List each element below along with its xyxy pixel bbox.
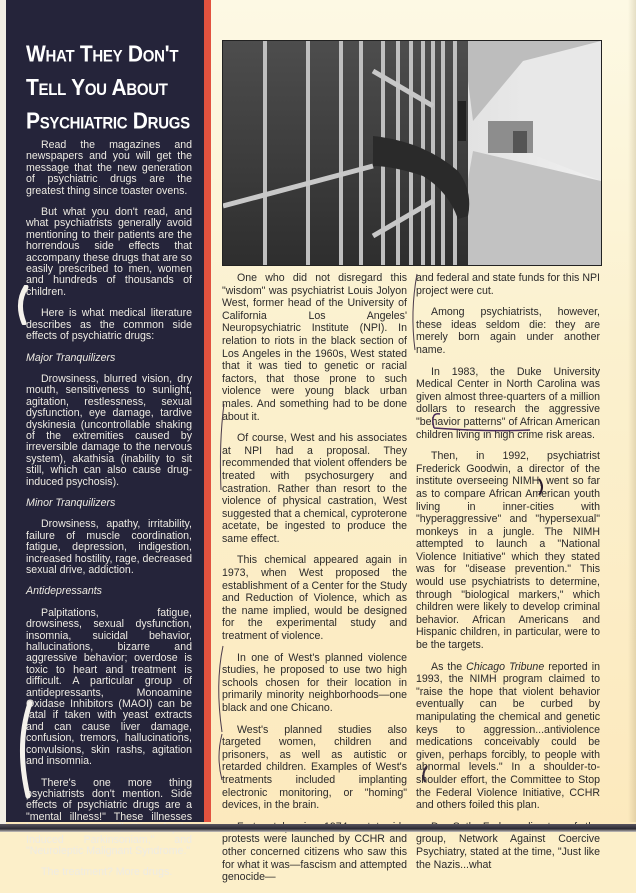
article-paragraph: Then, in 1992, psychiatrist Frederick Goodwin, a director of the institute overseeing NIMH, went so far as to compare African American youth living in inner-cities with "hyperaggressive" and "hypersexual" monkeys in a jungle. The NIMH attempted to launch a "National Violence Initiative" which they stated was for "disease prevention." This would use psychiatrists to determine, through "biological markers," which children were likely to develop criminal behavior. African Americans and Hispanic children, in particular, were to be the targets. bbox=[416, 450, 600, 652]
page-bottom-edge bbox=[0, 824, 636, 832]
title-line-3: Psychiatric Drugs bbox=[26, 108, 190, 135]
article-paragraph: In one of West's planned violence studies, he proposed to use two high schools chosen for their location in primarily minority neighborhoods—one black and one Chicano. bbox=[222, 651, 407, 714]
section-heading-major-tranquilizers: Major Tranquilizers bbox=[26, 351, 116, 364]
prison-photo bbox=[222, 40, 602, 266]
article-column-right bbox=[416, 272, 600, 880]
article-column-middle bbox=[222, 272, 407, 893]
sidebar-paragraph: There's one more thing psychiatrists don't mention. Side effects of psychiatric drugs are a "mental illness!" These illnesses Induced Parkinsoniam," and "Neuroleptic Malignant Syndrome." bbox=[26, 776, 192, 857]
sidebar-paragraph: Palpitations, fatigue, drowsiness, sexual dysfunction, insomnia, suicidal behavior, hallucinations, bizarre and aggressive behavior; overdose is toxic to heart and treatment is difficult. A particular group of antidepressants, Monoamine Oxidase Inhibitors (MAOI) can be fatal if taken with yeast extracts and can cause liver damage, confusion, tremors, hallucinations, convulsions, skin rashs, agitation and insomnia. bbox=[26, 606, 192, 768]
article-paragraph: In 1983, the Duke University Medical Center in North Carolina was given almost three-quarters of a million dollars to research the aggressive "behavior patterns" of African American children living in high crime risk areas. bbox=[416, 365, 600, 441]
article-paragraph: West's planned studies also targeted women, children and prisoners, as well as autistic or retarded children. Examples of West's treatments included implanting electronic monitoring, or "homing" devices, in the brain. bbox=[222, 723, 407, 812]
sidebar-title bbox=[26, 38, 201, 139]
sidebar-paragraph: Drowsiness, apathy, irritability, failure of muscle coordination, fatigue, depression, indigestion, increased hostility, rage, decreased sexual drive, addiction. bbox=[26, 518, 192, 576]
accent-stripe bbox=[204, 0, 211, 822]
prison-photo-illustration bbox=[223, 41, 601, 265]
page-fold-shadow bbox=[628, 0, 636, 822]
article-paragraph: group, Network Against Coercive Psychiatry, stated at the time, "Just like the Nazis...what bbox=[416, 833, 600, 871]
sidebar-paragraph: Read the magazines and newspapers and you will get the message that the new generation of psychiatric drugs are the greatest thing since toaster ovens. bbox=[26, 139, 192, 197]
title-line-2: Tell You About bbox=[26, 74, 168, 101]
article-paragraph-continuation: and federal and state funds for this NPI project were cut. bbox=[416, 272, 600, 297]
article-paragraph: Of course, West and his associates at NPI had a proposal. They recommended that violent offenders be treated with psychosurgery and castration. Rather than resort to the violence of physical castration, West suggested that a chemical, cyproterone acetate, be ingested to produce the same effect. bbox=[222, 432, 407, 545]
section-heading-antidepressants: Antidepressants bbox=[26, 585, 102, 598]
article-paragraph: This chemical appeared again in 1973, when West proposed the establishment of a Center for the Study and Reduction of Violence, which as the name implied, would be designed for the experimental study and treatment of violence. bbox=[222, 554, 407, 643]
sidebar-paragraph: Here is what medical literature describes as the common side effects of psychiatric drugs: bbox=[26, 307, 192, 343]
tribune-text-after: reported in 1993, the NIMH program claimed to "raise the hope that violent behavior eventually can be curbed by manipulating the chemical and genetic keys to aggression...antiviolence medications conceivably could be given, perhaps forcibly, to people with abnormal levels." In a shoulder-to-shoulder effort, the Committee to Stop the Federal Violence Initiative, CCHR and others foiled this plan. bbox=[416, 660, 600, 812]
article-paragraph: One who did not disregard this "wisdom" was psychiatrist Louis Jolyon West, former head of the University of California Los Angeles' Neuropsychiatric Institute (NPI). In relation to riots in the black section of Los Angeles in the 1960s, West stated that it was tied to genetic or racial factors, that those prone to such violence were young black urban males. And something had to be done about it. bbox=[222, 272, 407, 423]
article-paragraph-tribune bbox=[416, 661, 600, 812]
section-heading-minor-tranquilizers: Minor Tranquilizers bbox=[26, 496, 116, 509]
article-paragraph: protests were launched by CCHR and other concerned citizens who saw this for what it was—fascism and attempted genocide— bbox=[222, 833, 407, 884]
article-paragraph: Among psychiatrists, however, these ideas seldom die: they are merely born again under another name. bbox=[416, 306, 600, 356]
title-line-1: What They Don't bbox=[26, 41, 179, 68]
sidebar-paragraph: Drowsiness, blurred vision, dry mouth, sensitiveness to sunlight, agitation, restlessness, sexual dysfunction, eye damage, tardive dyskinesia (uncontrollable shaking of the extremities caused by irreversible damage to the nervous system), akathisia (inability to sit still, which can also cause drug-induced psychosis). bbox=[26, 372, 192, 488]
sidebar-text bbox=[26, 140, 192, 889]
publication-name: Chicago Tribune bbox=[466, 660, 545, 673]
sidebar-paragraph: The treatment? More drugs. bbox=[41, 866, 173, 879]
tribune-text-before: As the bbox=[431, 660, 467, 673]
sidebar-paragraph: But what you don't read, and what psychiatrists generally avoid mentioning to their patients are the horrendous side effects that accompany these drugs that are so easily prescribed to men, women and hundreds of thousands of children. bbox=[26, 206, 192, 298]
